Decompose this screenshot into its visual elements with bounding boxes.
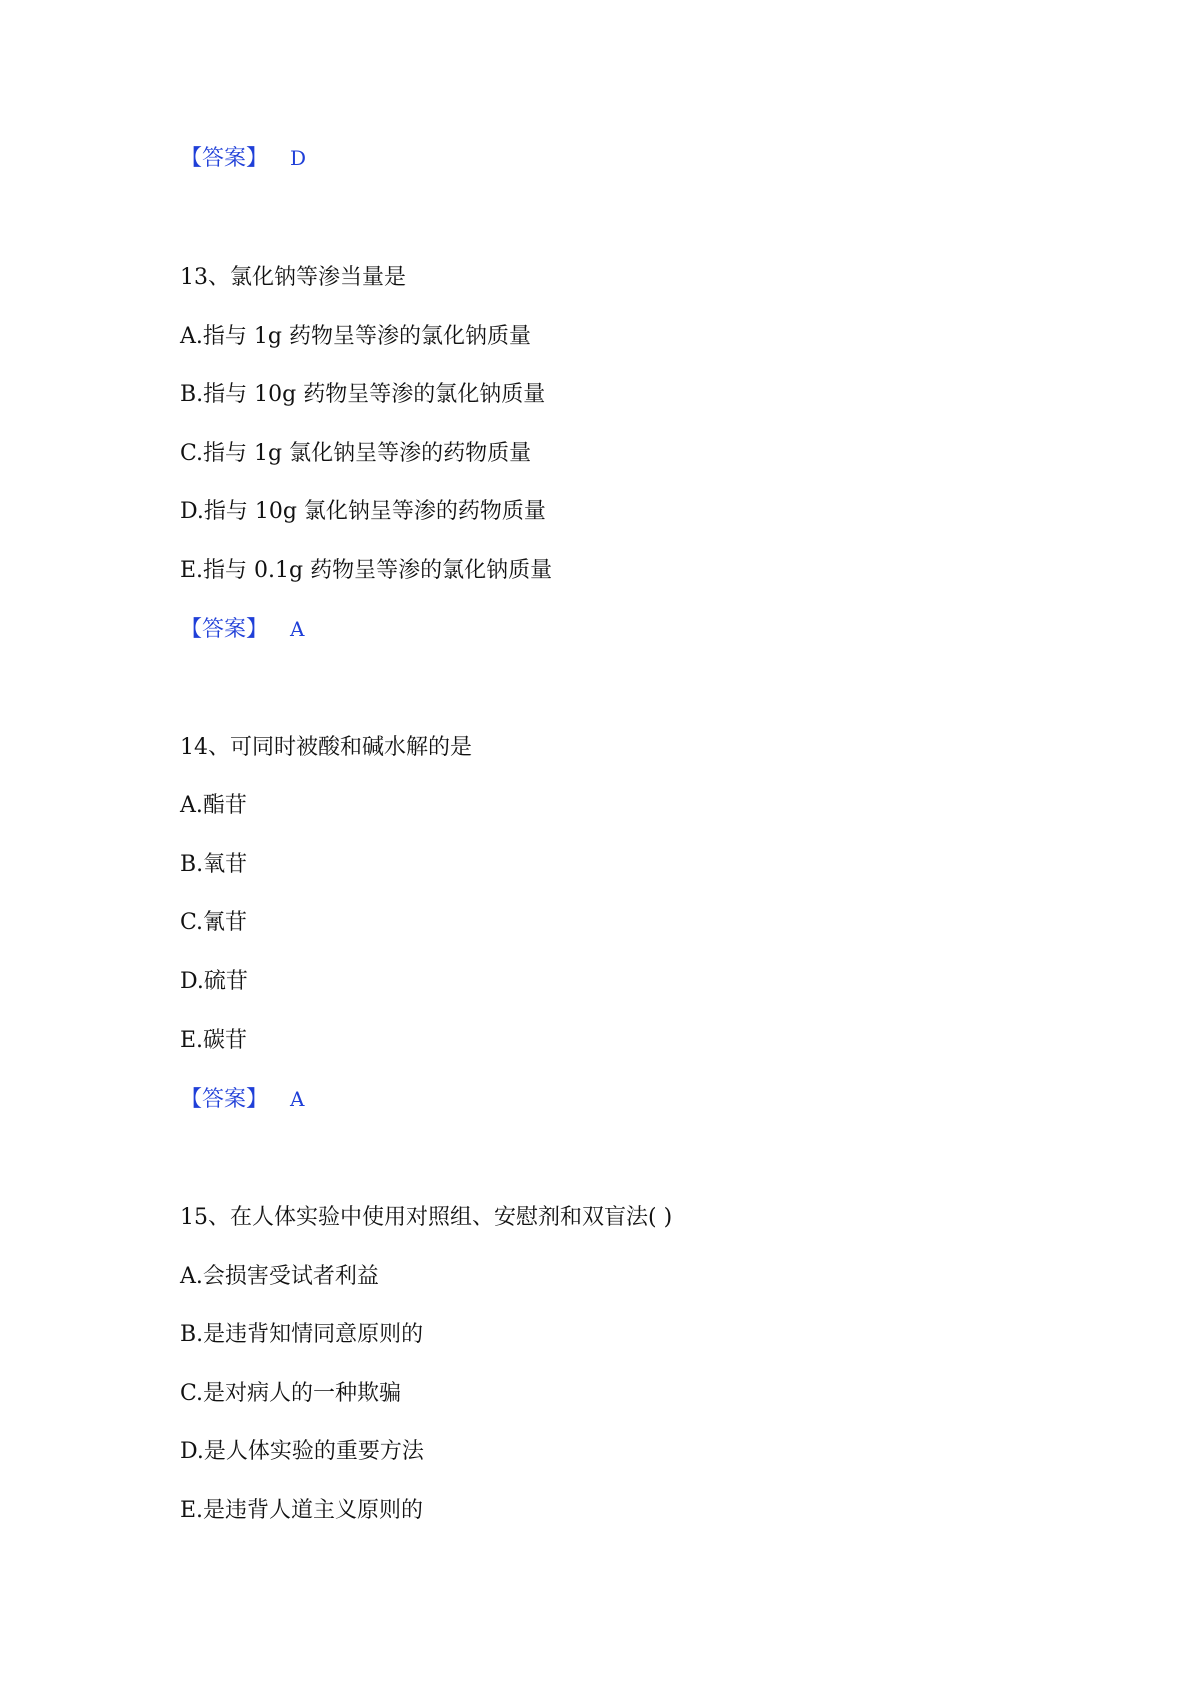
answer-value: A [290, 617, 305, 641]
option-c: C.是对病人的一种欺骗 [180, 1381, 402, 1406]
answer-line [180, 143, 306, 174]
question-stem: 15、在人体实验中使用对照组、安慰剂和双盲法( ) [180, 1205, 673, 1230]
question-stem: 13、氯化钠等渗当量是 [180, 265, 406, 290]
option-d: D.指与 10g 氯化钠呈等渗的药物质量 [180, 499, 546, 524]
option-c: C.指与 1g 氯化钠呈等渗的药物质量 [180, 441, 532, 466]
answer-value: A [290, 1087, 305, 1111]
option-d: D.是人体实验的重要方法 [180, 1439, 424, 1464]
answer-label: 【答案】 [180, 617, 269, 642]
option-a: A.指与 1g 药物呈等渗的氯化钠质量 [180, 324, 531, 349]
option-e: E.指与 0.1g 药物呈等渗的氯化钠质量 [180, 558, 553, 583]
option-b: B.氧苷 [180, 852, 248, 877]
option-b: B.指与 10g 药物呈等渗的氯化钠质量 [180, 382, 546, 407]
answer-label: 【答案】 [180, 1087, 269, 1112]
answer-line [180, 614, 304, 645]
option-e: E.碳苷 [180, 1028, 248, 1053]
answer-label: 【答案】 [180, 146, 269, 171]
answer-value: D [290, 146, 307, 170]
option-d: D.硫苷 [180, 969, 248, 994]
option-e: E.是违背人道主义原则的 [180, 1498, 424, 1523]
question-stem: 14、可同时被酸和碱水解的是 [180, 735, 472, 760]
option-b: B.是违背知情同意原则的 [180, 1322, 424, 1347]
option-c: C.氰苷 [180, 910, 248, 935]
option-a: A.酯苷 [180, 793, 247, 818]
answer-line [180, 1084, 304, 1115]
option-a: A.会损害受试者利益 [180, 1264, 379, 1289]
